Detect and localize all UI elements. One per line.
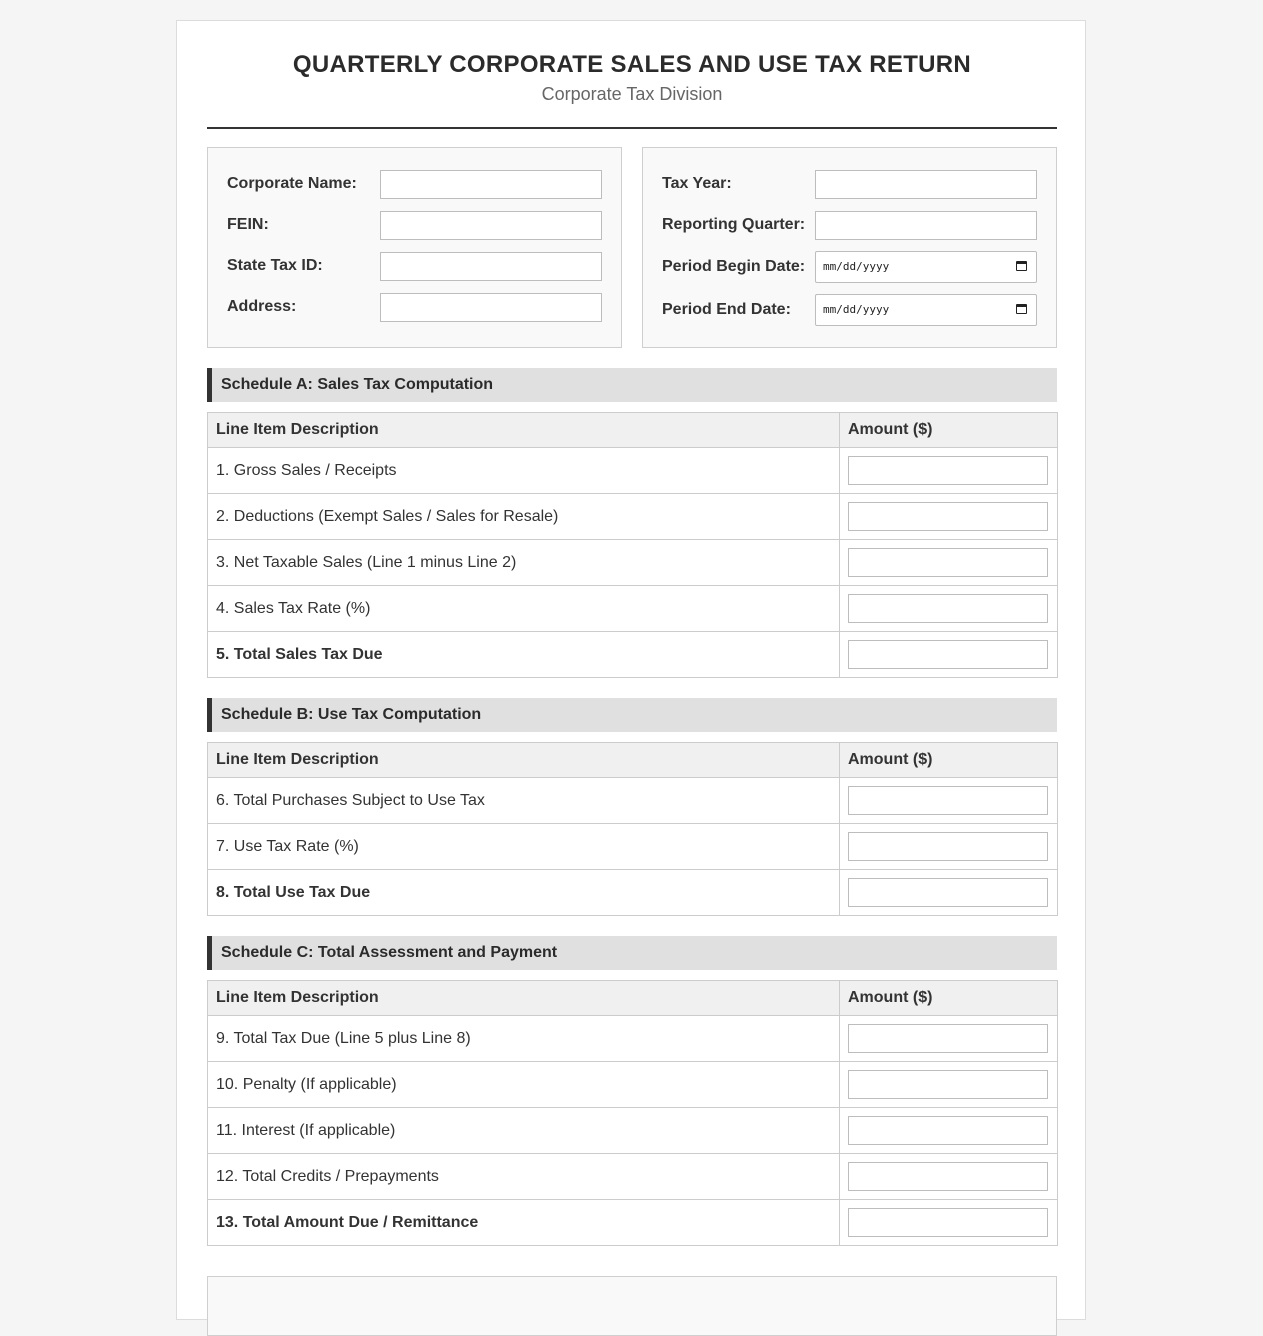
- schedule-b-title: Schedule B: Use Tax Computation: [207, 698, 1057, 732]
- fein-label: FEIN:: [227, 216, 269, 233]
- form-header: [207, 21, 1057, 129]
- table-row: [208, 632, 1058, 678]
- line-5-amount-input[interactable]: [848, 640, 1048, 669]
- period-end-label: Period End Date:: [662, 301, 791, 318]
- table-row: [208, 1062, 1058, 1108]
- line-11-label: 11. Interest (If applicable): [208, 1108, 840, 1154]
- line-3-label: 3. Net Taxable Sales (Line 1 minus Line 2): [208, 540, 840, 586]
- line-6-amount-input[interactable]: [848, 786, 1048, 815]
- calendar-icon[interactable]: [1016, 304, 1027, 314]
- line-2-label: 2. Deductions (Exempt Sales / Sales for Resale): [208, 494, 840, 540]
- state-tax-id-label: State Tax ID:: [227, 257, 323, 274]
- tax-year-label: Tax Year:: [662, 175, 732, 192]
- address-row: [208, 292, 621, 322]
- col-amount-header: Amount ($): [840, 981, 1058, 1016]
- col-description-header: Line Item Description: [208, 743, 840, 778]
- table-header-row: [208, 981, 1058, 1016]
- line-10-amount-input[interactable]: [848, 1070, 1048, 1099]
- schedule-b-table: [207, 742, 1058, 916]
- line-9-label: 9. Total Tax Due (Line 5 plus Line 8): [208, 1016, 840, 1062]
- declaration-box: [207, 1276, 1057, 1336]
- state-tax-id-row: [208, 251, 621, 281]
- line-4-amount-input[interactable]: [848, 594, 1048, 623]
- table-row: [208, 586, 1058, 632]
- line-11-amount-input[interactable]: [848, 1116, 1048, 1145]
- taxpayer-info-box: [207, 147, 622, 348]
- address-label: Address:: [227, 298, 297, 315]
- period-info-box: [642, 147, 1057, 348]
- table-header-row: [208, 413, 1058, 448]
- period-end-row: [643, 294, 1056, 326]
- fein-row: [208, 210, 621, 240]
- corporate-name-input[interactable]: [380, 170, 602, 199]
- table-row: [208, 540, 1058, 586]
- table-row: [208, 778, 1058, 824]
- state-tax-id-input[interactable]: [380, 252, 602, 281]
- col-description-header: Line Item Description: [208, 413, 840, 448]
- line-12-amount-input[interactable]: [848, 1162, 1048, 1191]
- line-7-amount-input[interactable]: [848, 832, 1048, 861]
- calendar-icon[interactable]: [1016, 261, 1027, 271]
- col-amount-header: Amount ($): [840, 743, 1058, 778]
- line-13-label: 13. Total Amount Due / Remittance: [208, 1200, 840, 1246]
- table-header-row: [208, 743, 1058, 778]
- reporting-quarter-row: [643, 210, 1056, 240]
- corporate-name-label: Corporate Name:: [227, 175, 357, 192]
- line-5-label: 5. Total Sales Tax Due: [208, 632, 840, 678]
- period-begin-label: Period Begin Date:: [662, 258, 806, 275]
- line-4-label: 4. Sales Tax Rate (%): [208, 586, 840, 632]
- line-8-label: 8. Total Use Tax Due: [208, 870, 840, 916]
- line-8-amount-input[interactable]: [848, 878, 1048, 907]
- table-row: [208, 494, 1058, 540]
- line-1-amount-input[interactable]: [848, 456, 1048, 485]
- line-2-amount-input[interactable]: [848, 502, 1048, 531]
- line-10-label: 10. Penalty (If applicable): [208, 1062, 840, 1108]
- col-amount-header: Amount ($): [840, 413, 1058, 448]
- fein-input[interactable]: [380, 211, 602, 240]
- table-row: [208, 1108, 1058, 1154]
- line-7-label: 7. Use Tax Rate (%): [208, 824, 840, 870]
- address-input[interactable]: [380, 293, 602, 322]
- period-begin-row: [643, 251, 1056, 283]
- form-title: QUARTERLY CORPORATE SALES AND USE TAX RETURN: [292, 51, 972, 78]
- schedule-c-title: Schedule C: Total Assessment and Payment: [207, 936, 1057, 970]
- line-6-label: 6. Total Purchases Subject to Use Tax: [208, 778, 840, 824]
- schedule-a-title: Schedule A: Sales Tax Computation: [207, 368, 1057, 402]
- date-placeholder: mm/dd/yyyy: [823, 260, 890, 273]
- reporting-quarter-label: Reporting Quarter:: [662, 216, 806, 233]
- line-1-label: 1. Gross Sales / Receipts: [208, 448, 840, 494]
- table-row: [208, 1154, 1058, 1200]
- reporting-quarter-input[interactable]: [815, 211, 1037, 240]
- form-subtitle: Corporate Tax Division: [541, 84, 723, 104]
- line-9-amount-input[interactable]: [848, 1024, 1048, 1053]
- tax-year-input[interactable]: [815, 170, 1037, 199]
- line-13-amount-input[interactable]: [848, 1208, 1048, 1237]
- table-row: [208, 448, 1058, 494]
- table-row: [208, 1016, 1058, 1062]
- period-end-date-input[interactable]: [815, 294, 1037, 326]
- schedule-a-table: [207, 412, 1058, 678]
- period-begin-date-input[interactable]: [815, 251, 1037, 283]
- col-description-header: Line Item Description: [208, 981, 840, 1016]
- table-row: [208, 1200, 1058, 1246]
- table-row: [208, 824, 1058, 870]
- corporate-name-row: [208, 169, 621, 199]
- line-3-amount-input[interactable]: [848, 548, 1048, 577]
- table-row: [208, 870, 1058, 916]
- line-12-label: 12. Total Credits / Prepayments: [208, 1154, 840, 1200]
- tax-year-row: [643, 169, 1056, 199]
- tax-form-page: [176, 20, 1086, 1320]
- date-placeholder: mm/dd/yyyy: [823, 303, 890, 316]
- schedule-c-table: [207, 980, 1058, 1246]
